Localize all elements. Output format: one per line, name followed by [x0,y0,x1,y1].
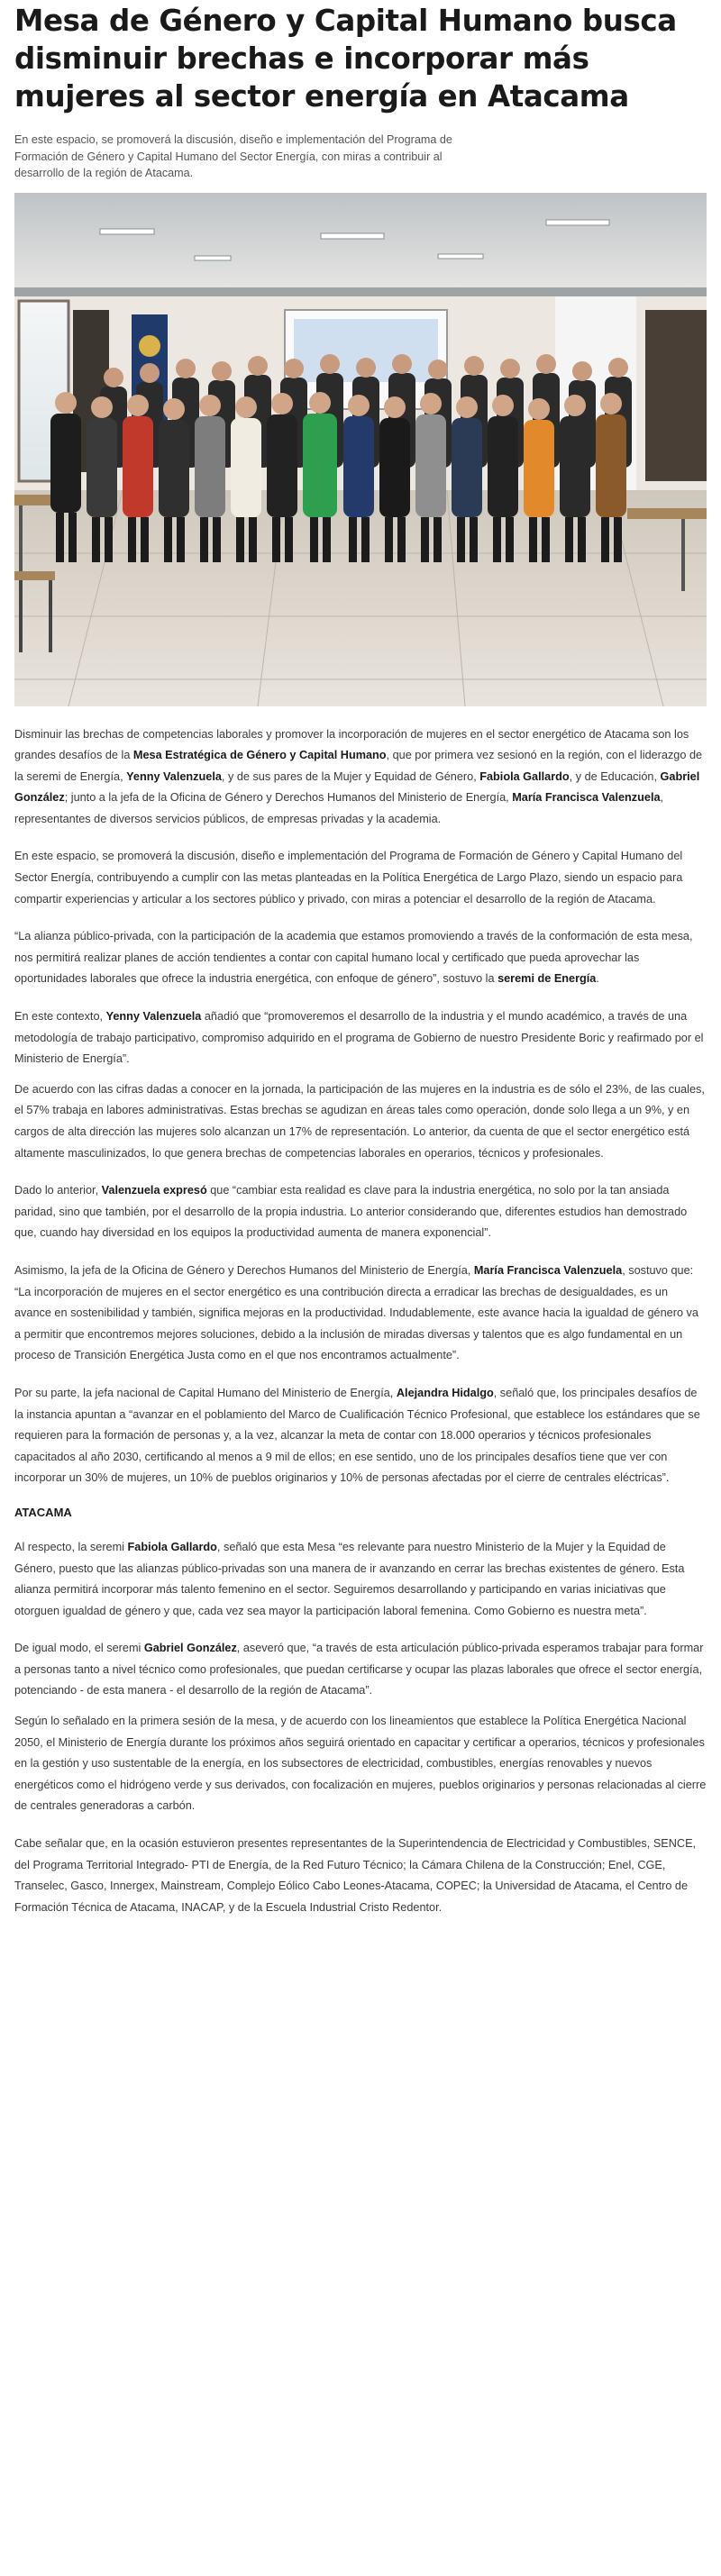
article-paragraph: Dado lo anterior, Valenzuela expresó que “cambiar esta realidad es clave para la industria energética, no solo por la tan ansiada paridad, sino que también, por el desarrollo de la propia industria. Lo anterior considerando que, diferentes estudios han demostrado que, cuando hay diversidad en los equipos la productividad aumenta de manera exponencial”. [14,1184,688,1240]
article-paragraph: Según lo señalado en la primera sesión de la mesa, y de acuerdo con los lineamientos que establece la Política Energética Nacional 2050, el Ministerio de Energía durante los próximos años seguirá orientado en capacitar y certificar a operarios, técnicos y profesionales en la gestión y uso sustentable de la energía, en los subsectores de electricidad, combustibles, energías renovables y nuevos energéticos como el hidrógeno verde y sus derivados, con focalización en mujeres, pueblos originarios y personas relacionadas al cierre de centrales generadoras a carbón. [14,1715,707,1813]
article-paragraph: En este contexto, Yenny Valenzuela añadió que “promoveremos el desarrollo de la industria y el mundo académico, a través de una metodología de trabajo participativo, compromiso adquirido en el programa de Gobierno de nuestro Presidente Boric y reafirmado por el Ministerio de Energía”. [14,1010,704,1066]
bold-name: seremi de Energía [497,972,597,986]
group-photo [14,193,707,706]
bold-name: Alejandra Hidalgo [396,1386,494,1399]
bold-name: Gabriel González [143,1642,237,1655]
bold-name: Yenny Valenzuela [126,769,222,783]
bold-name: María Francisca Valenzuela [512,791,661,805]
bold-name: María Francisca Valenzuela [473,1263,623,1277]
group-photo-illustration [14,193,707,706]
bold-name: Gabriel González [14,769,700,805]
article-title: Mesa de Género y Capital Humano busca disminuir brechas e incorporar más mujeres al sector energía en Atacama [14,4,677,114]
article-summary: En este espacio, se promoverá la discusión, diseño e implementación del Programa de Formación de Género y Capital Humano del Sector Energía, con miras a contribuir al desarrollo de la región de Atacama. [14,133,452,179]
article-paragraph: “La alianza público-privada, con la participación de la academia que estamos promoviendo a través de la conformación de esta mesa, nos permitirá realizar planes de acción tendientes a contar con capital humano local y certificado que pueda aprovechar las oportunidades laborales que ofrece la industria energética, con enfoque de género”, sostuvo la seremi de Energía. [14,930,693,986]
article-paragraph: Asimismo, la jefa de la Oficina de Género y Derechos Humanos del Ministerio de Energía, María Francisca Valenzuela, sostuvo que: “La incorporación de mujeres en el sector energético es una contribución directa a erradicar las brechas de desigualdades, es un avance en sostenibilidad y también, significa mejoras en la productividad. Indudablemente, este avance hacia la igualdad de género va a permitir que encontremos mejores soluciones, debido a la inclusión de miradas diversas y talentos que es algo fundamental en un proceso de Transición Energética Justa como en el que nos encontramos actualmente”. [14,1263,698,1362]
section-heading: ATACAMA [14,1505,72,1519]
article-paragraph: Disminuir las brechas de competencias laborales y promover la incorporación de mujeres en el sector energético de Atacama son los grandes desafíos de la Mesa Estratégica de Género y Capital Humano, que por primera vez sesionó en la región, con el liderazgo de la seremi de Energía, Yenny Valenzuela, y de sus pares de la Mujer y Equidad de Género, Fabiola Gallardo, y de Educación, Gabriel González; junto a la jefa de la Oficina de Género y Derechos Humanos del Ministerio de Energía, María Francisca Valenzuela, representantes de diversos servicios públicos, de empresas privadas y la academia. [14,727,703,825]
bold-name: Yenny Valenzuela [105,1010,202,1024]
bold-name: Fabiola Gallardo [127,1540,217,1553]
article-body [14,724,707,1919]
article-paragraph: Al respecto, la seremi Fabiola Gallardo, señaló que esta Mesa “es relevante para nuestro Ministerio de la Mujer y la Equidad de Género, puesto que las alianzas público-privadas son una manera de ir avanzando en cerrar las brechas existentes de género. Esta alianza permitirá incorporar más talento femenino en el sector. Seguiremos desarrollando y participando en varias iniciativas que otorguen igualdad de género y que, cada vez sea mayor la participación laboral femenina. Como Gobierno es nuestra meta”. [14,1540,685,1617]
article-paragraph: Por su parte, la jefa nacional de Capital Humano del Ministerio de Energía, Alejandra Hidalgo, señaló que, los principales desafíos de la instancia apuntan a “avanzar en el poblamiento del Marco de Cualificación Técnico Profesional, que establece los estándares que se requieren para la formación de personas y, a la vez, alcanzar la meta de contar con 18.000 operarios y técnicos profesionales capacitados al año 2030, certificando al menos a 9 mil de ellos; en ese sentido, uno de los principales desafíos tiene que ver con incorporar un 30% de mujeres, un 10% de pueblos originarios y 10% de personas afectadas por el cierre de centrales eléctricas”. [14,1386,700,1485]
bold-name: Valenzuela expresó [101,1184,207,1197]
bold-name: Fabiola Gallardo [479,769,570,783]
article-paragraph: De igual modo, el seremi Gabriel González, aseveró que, “a través de esta articulación público-privada esperamos trabajar para formar a personas tanto a nivel técnico como profesionales, que puedan certificarse y ocupar las plazas laborales que ofrece el sector energía, potenciando - de esta manera - el desarrollo de la región de Atacama”. [14,1642,704,1698]
article-paragraph: En este espacio, se promoverá la discusión, diseño e implementación del Programa de Formación de Género y Capital Humano del Sector Energía, contribuyendo a cumplir con las metas planteadas en la Política Energética de Largo Plazo, siendo un espacio para compartir experiencias y articular a los sectores público y privado, con miras a potenciar el desarrollo de la región de Atacama. [14,850,683,906]
article-paragraph: Cabe señalar que, en la ocasión estuvieron presentes representantes de la Superintendencia de Electricidad y Combustibles, SENCE, del Programa Territorial Integrado- PTI de Energía, de la Red Futuro Técnico; la Cámara Chilena de la Construcción; Enel, CGE, Transelec, Gasco, Innergex, Mainstream, Complejo Eólico Cabo Leones-Atacama, COPEC; la Universidad de Atacama, el Centro de Formación Técnica de Atacama, INACAP, y de la Escuela Industrial Cristo Redentor. [14,1837,697,1914]
bold-name: Mesa Estratégica de Género y Capital Humano [132,749,387,762]
article-paragraph: De acuerdo con las cifras dadas a conocer en la jornada, la participación de las mujeres en la industria es de sólo el 23%, de las cuales, el 57% trabaja en labores administrativas. Estas brechas se agudizan en áreas tales como operación, donde solo llega a un 9%, y en cargos de alta dirección las mujeres solo alcanzan un 17% de representación. Lo anterior, da cuenta de que el sector energético está altamente masculinizados, lo que genera brechas de competencias laborales en operarios, técnicos y profesionales. [14,1082,705,1160]
